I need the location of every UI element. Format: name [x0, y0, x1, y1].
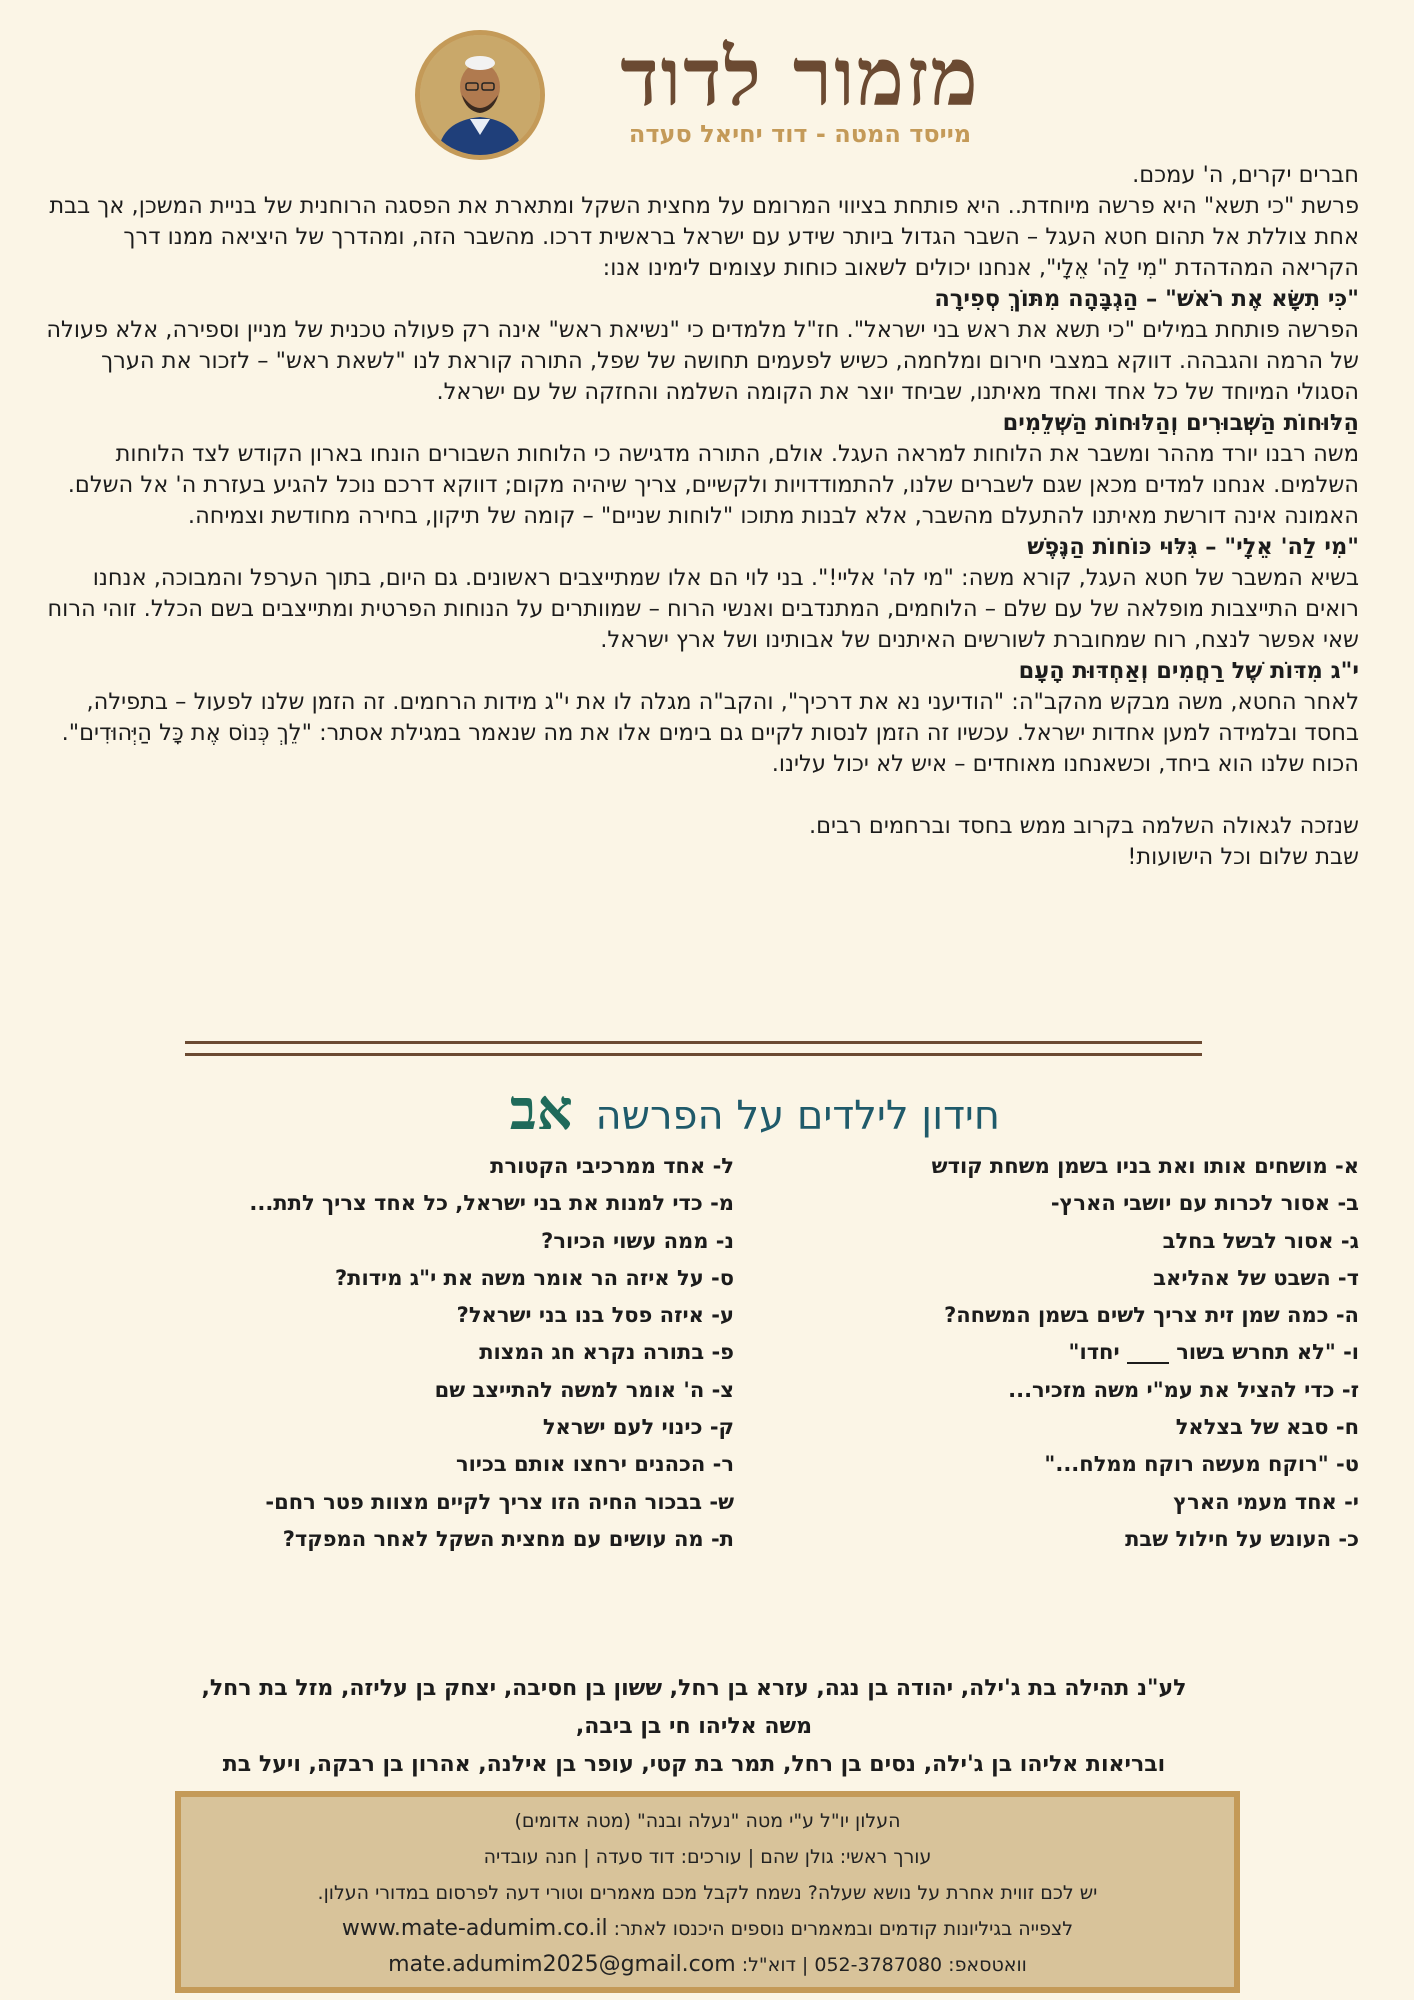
quiz-question: כ- העונש על חילול שבת [1125, 1526, 1359, 1551]
quiz-question: ב- אסור לכרות עם יושבי הארץ- [1050, 1191, 1359, 1216]
section-text: בשיא המשבר של חטא העגל, קורא משה: "מי לה' אליי!". בני לוי הם אלו שמתייצבים ראשונים. גם היום, בתוך הערפל והמבוכה, אנחנו רואים התייצבות מופלאה של עם שלם – הלוחמים, המתנדבים ואנשי הרוח – שמוותרים על הנוחות הפרטית ומתייצבים בשם הכלל. זוהי הרוח שאי אפשר לנצח, רוח שמחוברת לשורשים האיתנים של אבותינו ושל ארץ ישראל. [47, 565, 1359, 653]
quiz-question: ע- איזה פסל בנו בני ישראל? [456, 1303, 734, 1328]
quiz-question: ג- אסור לבשל בחלב [1162, 1228, 1359, 1253]
footer-submission-call: יש לכם זווית אחרת על נושא שעלה? נשמח לקבל מכם מאמרים וטורי דעה לפרסום במדורי העלון. [317, 1882, 1098, 1904]
section-heading: "מִי לַה' אֵלָי" – גִּלּוּי כּוֹחוֹת הַנֶּפֶשׁ [1027, 534, 1359, 560]
newsletter-subtitle: מייסד המטה - דוד יחיאל סעדה [628, 120, 972, 148]
founder-portrait [415, 30, 545, 160]
website-link[interactable]: www.mate-adumim.co.il [341, 1916, 608, 1941]
quiz-question: ת- מה עושים עם מחצית השקל לאחר המפקד? [282, 1526, 734, 1551]
quiz-question: צ- ה' אומר למשה להתייצב שם [434, 1377, 734, 1402]
quiz-question: מ- כדי למנות את בני ישראל, כל אחד צריך לתת... [249, 1191, 734, 1216]
quiz-question: ו- "לא תחרש בשור ____ יחדו" [1068, 1340, 1359, 1365]
masthead [0, 20, 1414, 150]
footer-contact-label: וואטסאפ: 052-3787080 | דוא"ל: [741, 1954, 1027, 1976]
quiz-question: ש- בבכור החיה הזו צריך לקיים מצוות פטר רחם- [265, 1489, 734, 1514]
quiz-question: א- מושחים אותו ואת בניו בשמן משחת קודש [931, 1154, 1359, 1178]
footer-publisher: העלון יו"ל ע"י מטה "נעלה ובנה" (מטה אדומים) [514, 1810, 901, 1832]
quiz-question: ק- כינוי לעם ישראל [542, 1415, 734, 1440]
quiz-question: ל- אחד ממרכיבי הקטורת [490, 1154, 734, 1178]
quiz-question: פ- בתורה נקרא חג המצות [479, 1340, 734, 1365]
article-intro: פרשת "כי תשא" היא פרשה מיוחדת.. היא פותחת בציווי המרומם על מחצית השקל ומתארת את הפסגה הרוחנית של בניית המשכן, אך בבת אחת צוללת אל תהום חטא העגל – השבר הגדול ביותר שידע עם ישראל בראשית דרכו. מהשבר הזה, ומהדרך של היציאה ממנו דרך הקריאה המהדהדת "מִי לַה' אֵלָי", אנחנו יכולים לשאוב כוחות עצומים לימינו אנו: [49, 193, 1359, 281]
section-text: לאחר החטא, משה מבקש מהקב"ה: "הודיעני נא את דרכיך", והקב"ה מגלה לו את י"ג מידות הרחמים. זה הזמן שלנו לפעול – בתפילה, בחסד ובלמידה למען אחדות ישראל. עכשיו זה הזמן לנסות לקיים גם בימים אלו את מה שנאמר במגילת אסתר: "לֵךְ כְּנוֹס אֶת כָּל הַיְּהוּדִים". הכוח שלנו הוא ביחד, וכשאנחנו מאוחדים – איש לא יכול עלינו. [61, 689, 1359, 777]
footer-contact-row [181, 1947, 1234, 1983]
footer-website-row [181, 1911, 1234, 1947]
section-heading: י"ג מִדּוֹת שֶׁל רַחֲמִים וְאַחְדּוּת הָעָם [1018, 658, 1359, 684]
quiz-question: ס- על איזה הר אומר משה את י"ג מידות? [334, 1265, 734, 1290]
quiz-title [400, 1075, 1000, 1145]
section-text: משה רבנו יורד מההר ומשבר את הלוחות למראה העגל. אולם, התורה מדגישה כי הלוחות השבורים הונחו בארון הקודש לצד הלוחות השלמים. אנחנו למדים מכאן שגם לשברים שלנו, להתמודדויות ולקשיים, צריך שיהיה מקום; דווקא דרכם נוכל להגיע בעזרת ה' אל השלם. האמונה אינה דורשת מאיתנו להתעלם מהשבר, אלא לבנות מתוכו "לוחות שניים" – קומה של תיקון, בחירה מחודשת וצמיחה. [67, 441, 1359, 529]
quiz-column-left [114, 1148, 734, 1558]
quiz-question: י- אחד מעמי הארץ [1173, 1489, 1359, 1514]
footer-website-label: לצפייה בגיליונות קודמים ובמאמרים נוספים היכנסו לאתר: [613, 1918, 1074, 1940]
quiz-column-right [739, 1148, 1359, 1558]
footer-editors: עורך ראשי: גולן שהם | עורכים: דוד סעדה | חנה עובדיה [483, 1846, 932, 1868]
alefbet-logo: אב [509, 1077, 573, 1143]
section-divider-bottom [185, 1053, 1202, 1056]
section-text: הפרשה פותחת במילים "כי תשא את ראש בני ישראל". חז"ל מלמדים כי "נשיאת ראש" אינה רק פעולה טכנית של מניין וספירה, אלא פעולה של הרמה והגבהה. דווקא במצבי חירום ומלחמה, כשיש לפעמים תחושה של שפל, התורה קוראת לנו "לשאת ראש" – לזכור את הערך הסגולי המיוחד של כל אחד ואחד מאיתנו, שביחד יוצר את הקומה השלמה והחזקה של עם ישראל. [46, 317, 1359, 405]
section-heading: הַלּוּחוֹת הַשְּׁבוּרִים וְהַלּוּחוֹת הַשְּׁלֵמִים [1002, 410, 1359, 436]
quiz-question: ד- השבט של אהליאב [1153, 1265, 1359, 1290]
memorial-line: לע"נ תהילה בת ג'ילה, יהודה בן נגה, עזרא בן רחל, ששון בן חסיבה, יצחק בן עליזה, מזל בת רחל, משה אליהו חי בן ביבה, [201, 1676, 1187, 1739]
article-closing-greeting: שבת שלום וכל הישועות! [1127, 844, 1359, 870]
newsletter-title: מזמור לדוד [620, 30, 980, 124]
article-closing-blessing: שנזכה לגאולה השלמה בקרוב ממש בחסד וברחמים רבים. [808, 813, 1359, 839]
quiz-question: ר- הכהנים ירחצו אותם בכיור [455, 1452, 734, 1477]
person-portrait-icon [420, 35, 540, 155]
spacer [39, 780, 1359, 811]
quiz-question: ה- כמה שמן זית צריך לשים בשמן המשחה? [944, 1303, 1359, 1328]
publisher-footer [175, 1791, 1240, 1993]
article-greeting: חברים יקרים, ה' עמכם. [1132, 162, 1359, 188]
section-divider-top [185, 1041, 1202, 1044]
section-heading: "כִּי תִשָּׂא אֶת רֹאשׁ" – הַגְבָּהָה מִתּוֹךְ סְפִירָה [934, 286, 1359, 312]
healing-line: ובריאות אליהו בן ג'ילה, נסים בן רחל, תמר בת קטי, עופר בן אילנה, אהרון בן רבקה, ויעל בת [222, 1752, 1166, 1777]
quiz-question: ח- סבא של בצלאל [1175, 1415, 1359, 1440]
quiz-title-text: חידון לילדים על הפרשה [595, 1093, 1000, 1139]
email-link[interactable]: mate.adumim2025@gmail.com [388, 1952, 736, 1977]
weekly-article [39, 160, 1359, 873]
quiz-question: ז- כדי להציל את עמ"י משה מזכיר... [1008, 1377, 1359, 1402]
quiz-question: נ- ממה עשוי הכיור? [541, 1228, 734, 1253]
quiz-question: ט- "רוקח מעשה רוקח ממלח..." [1044, 1452, 1359, 1477]
